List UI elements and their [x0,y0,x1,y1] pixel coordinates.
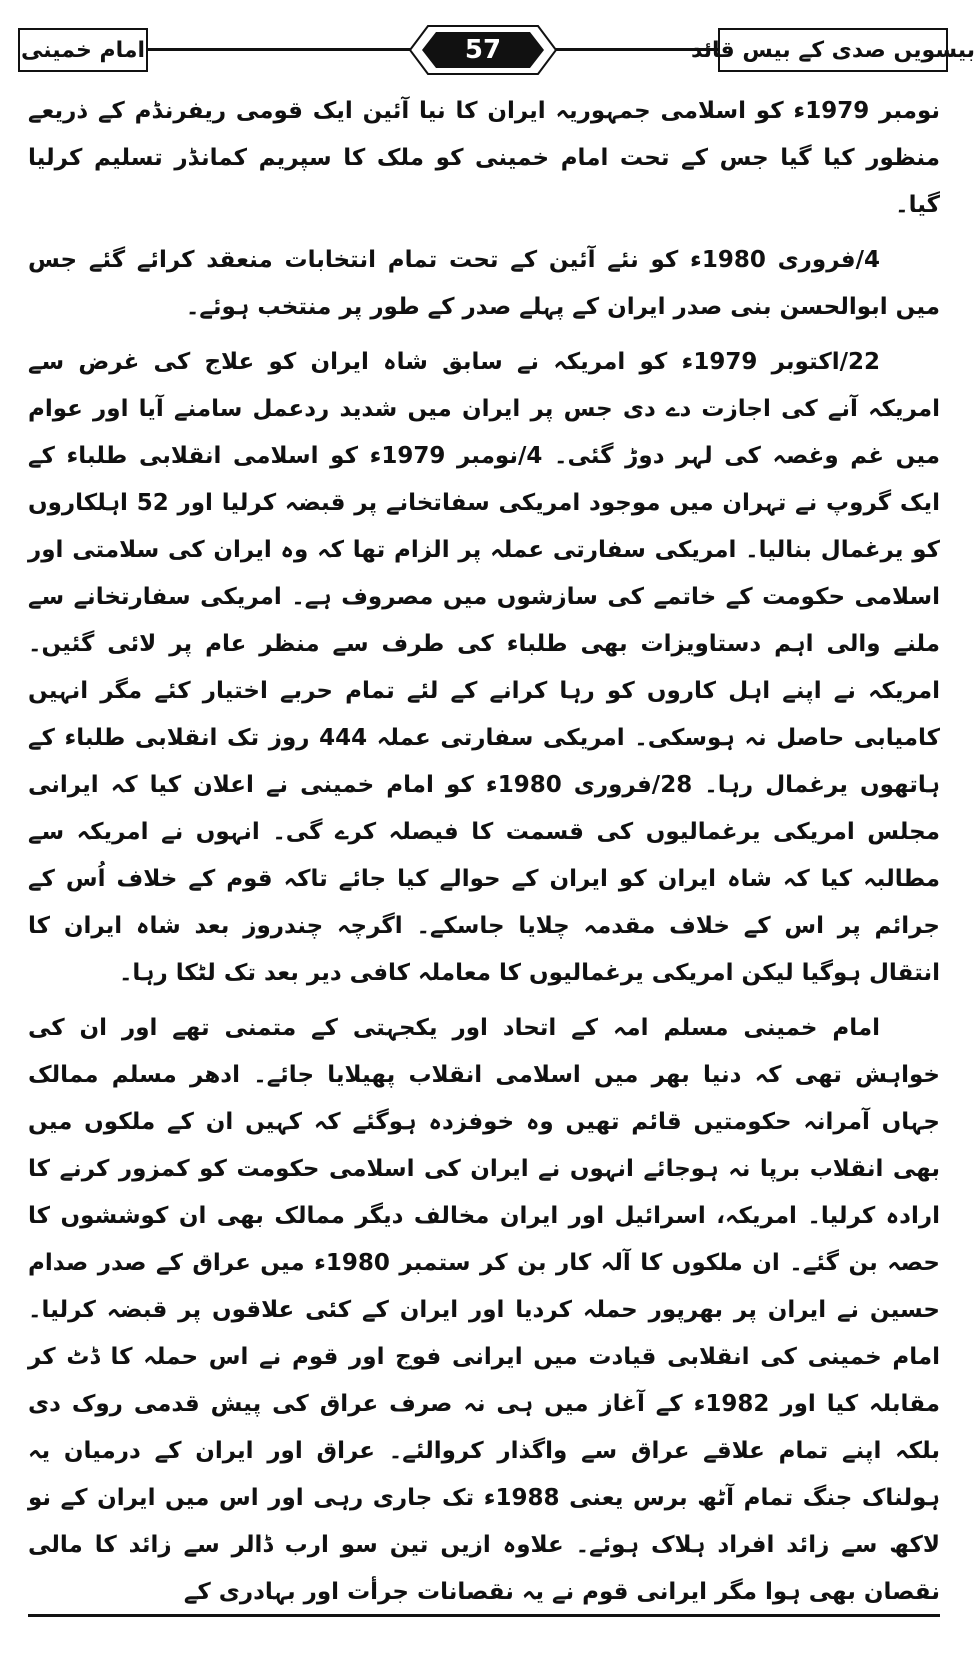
footer-rule [28,1614,940,1617]
page-body [28,88,941,1605]
page-number-badge [408,22,558,78]
chapter-title: امام خمینی [18,28,148,72]
paragraph: نومبر 1979ء کو اسلامی جمہوریہ ایران کا نیا آئین ایک قومی ریفرنڈم کے ذریعے منظور کیا گیا جس کے تحت امام خمینی کو ملک کا سپریم کمانڈر تسلیم کرلیا گیا۔ [28,98,941,218]
page-number: 57 [464,35,502,65]
book-title: بیسویں صدی کے بیس قائد [718,28,948,72]
page-header [18,18,975,80]
paragraph: 22/اکتوبر 1979ء کو امریکہ نے سابق شاہ ایران کو علاج کی غرض سے امریکہ آنے کی اجازت دے دی جس پر ایران میں شدید ردعمل سامنے آیا اور عوام میں غم وغصہ کی لہر دوڑ گئی۔ 4/نومبر 1979ء کو اسلامی انقلابی طلباء کے ایک گروپ نے تہران میں موجود امریکی سفاتخانے پر قبضہ کرلیا اور 52 اہلکاروں کو یرغمال بنالیا۔ امریکی سفارتی عملہ پر الزام تھا کہ وہ ایران کی سلامتی اور اسلامی حکومت کے خاتمے کی سازشوں میں مصروف ہے۔ امریکی سفارتخانے سے ملنے والی اہم دستاویزات بھی طلباء کی طرف سے منظر عام پر لائی گئیں۔ امریکہ نے اپنے اہل کاروں کو رہا کرانے کے لئے تمام حربے اختیار کئے مگر انہیں کامیابی حاصل نہ ہوسکی۔ امریکی سفارتی عملہ 444 روز تک انقلابی طلباء کے ہاتھوں یرغمال رہا۔ 28/فروری 1980ء کو امام خمینی نے اعلان کیا کہ ایرانی مجلس امریکی یرغمالیوں کی قسمت کا فیصلہ کرے گی۔ انہوں نے امریکہ سے مطالبہ کیا کہ شاہ ایران کو ایران کے حوالے کیا جائے تاکہ قوم کے خلاف اُس کے جرائم پر اس کے خلاف مقدمہ چلایا جاسکے۔ اگرچہ چندروز بعد شاہ ایران کا انتقال ہوگیا لیکن امریکی یرغمالیوں کا معاملہ کافی دیر بعد تک لٹکا رہا۔ [28,349,940,986]
paragraph: 4/فروری 1980ء کو نئے آئین کے تحت تمام انتخابات منعقد کرائے گئے جس میں ابوالحسن بنی صدر ایران کے پہلے صدر کے طور پر منتخب ہوئے۔ [28,247,940,320]
paragraph: امام خمینی مسلم امہ کے اتحاد اور یکجہتی کے متمنی تھے اور ان کی خواہش تھی کہ دنیا بھر میں اسلامی انقلاب پھیلایا جائے۔ ادھر مسلم ممالک جہاں آمرانہ حکومتیں قائم تھیں وہ خوفزدہ ہوگئے کہ کہیں ان کے ملکوں میں بھی انقلاب برپا نہ ہوجائے انہوں نے ایران کی اسلامی حکومت کو کمزور کرنے کا ارادہ کرلیا۔ امریکہ، اسرائیل اور ایران مخالف دیگر ممالک بھی ان کوششوں کا حصہ بن گئے۔ ان ملکوں کا آلہ کار بن کر ستمبر 1980ء میں عراق کے صدر صدام حسین نے ایران پر بھرپور حملہ کردیا اور ایران کے کئی علاقوں پر قبضہ کرلیا۔ امام خمینی کی انقلابی قیادت میں ایرانی فوج اور قوم نے اس حملہ کا ڈٹ کر مقابلہ کیا اور 1982ء کے آغاز میں ہی نہ صرف عراق کی پیش قدمی روک دی بلکہ اپنے تمام علاقے عراق سے واگذار کروالئے۔ عراق اور ایران کے درمیان یہ ہولناک جنگ تمام آٹھ برس یعنی 1988ء تک جاری رہی اور اس میں ایران کے نو لاکھ سے زائد افراد ہلاک ہوئے۔ علاوہ ازیں تین سو ارب ڈالر سے زائد کا مالی نقصان بھی ہوا مگر ایرانی قوم نے یہ نقصانات جرأت اور بہادری کے [28,1015,940,1605]
